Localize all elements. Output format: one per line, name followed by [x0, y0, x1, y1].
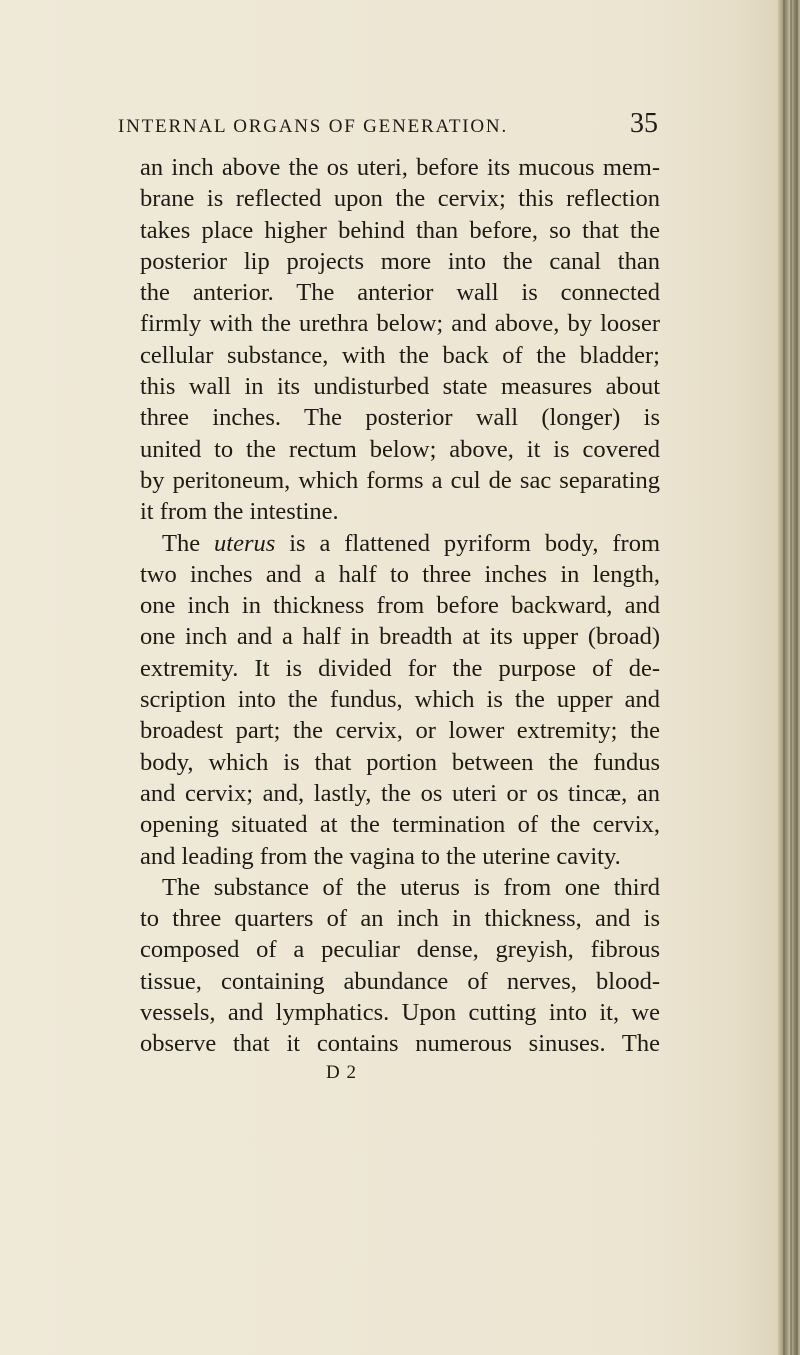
page-header	[118, 106, 658, 146]
italic-term: uterus	[214, 529, 276, 557]
text-line: it from the intestine.	[140, 498, 339, 526]
text-line: two inches and a half to three inches in length,	[140, 560, 660, 588]
text-line: opening situated at the termination of the cervix,	[140, 811, 660, 839]
text-line: takes place higher behind than before, so that the	[140, 216, 660, 244]
text-line: one inch and a half in breadth at its upper (broad)	[140, 623, 660, 651]
spine-line	[783, 0, 785, 1355]
running-title: INTERNAL ORGANS OF GENERATION.	[118, 116, 509, 137]
page-number: 35	[630, 108, 658, 139]
text-line: an inch above the os uteri, before its mucous mem-	[140, 154, 660, 181]
text-line: tissue, containing abundance of nerves, blood-	[140, 967, 660, 995]
text-line: body, which is that portion between the fundus	[140, 748, 660, 776]
text-line: by peritoneum, which forms a cul de sac separating	[140, 466, 660, 494]
text-line: three inches. The posterior wall (longer) is	[140, 404, 660, 432]
text-line: cellular substance, with the back of the bladder;	[140, 341, 660, 369]
text-line: broadest part; the cervix, or lower extremity; the	[140, 717, 660, 745]
text-line: this wall in its undisturbed state measures about	[140, 373, 660, 401]
text-line: posterior lip projects more into the canal than	[140, 247, 660, 275]
spine-line	[790, 0, 792, 1355]
text-line: one inch in thickness from before backward, and	[140, 592, 660, 620]
text-line	[140, 528, 660, 559]
text-line: the anterior. The anterior wall is connected	[140, 279, 660, 307]
body-text	[140, 152, 660, 1060]
text-line: The substance of the uterus is from one third	[162, 873, 660, 901]
book-spine-edge	[778, 0, 800, 1355]
text-line: extremity. It is divided for the purpose of de-	[140, 654, 660, 682]
text-line: to three quarters of an inch in thickness, and is	[140, 905, 660, 933]
signature-mark: D 2	[326, 1062, 357, 1083]
text-line: and cervix; and, lastly, the os uteri or os tincæ, an	[140, 779, 660, 807]
text-line: united to the rectum below; above, it is covered	[140, 435, 660, 463]
text-line: brane is reflected upon the cervix; this reflection	[140, 185, 660, 213]
text-line: scription into the fundus, which is the upper and	[140, 686, 660, 714]
text-line: composed of a peculiar dense, greyish, fibrous	[140, 936, 660, 964]
spine-line	[796, 0, 798, 1355]
text-line: and leading from the vagina to the uterine cavity.	[140, 842, 621, 870]
text-line: observe that it contains numerous sinuses. The	[140, 1030, 660, 1058]
text-segment: is a flattened pyriform body, from	[275, 529, 661, 557]
text-line: vessels, and lymphatics. Upon cutting into it, we	[140, 999, 660, 1027]
text-segment: The	[162, 529, 215, 557]
text-line: firmly with the urethra below; and above, by looser	[140, 310, 660, 338]
